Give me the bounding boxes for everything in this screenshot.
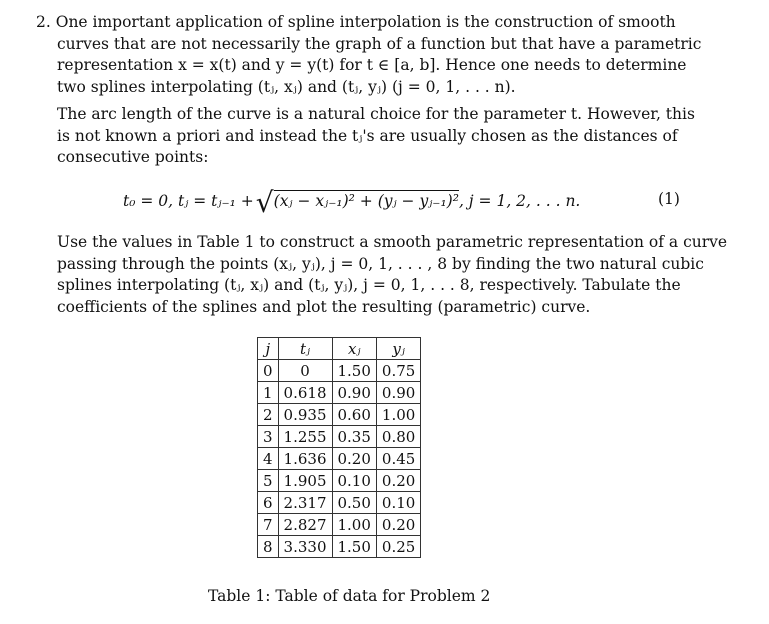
table-cell: 1.50 [332, 536, 376, 558]
text-line: splines interpolating (tⱼ, xⱼ) and (tⱼ, yⱼ), j = 0, 1, . . . 8, respectively. Tabulate the [57, 276, 681, 295]
table-cell: 0.45 [376, 448, 420, 470]
table-cell: 1.00 [376, 404, 420, 426]
text-line: One important application of spline interpolation is the construction of smooth [55, 13, 676, 31]
table-cell: 6 [258, 492, 279, 514]
table-cell: 3 [258, 426, 279, 448]
text-line: two splines interpolating (tⱼ, xⱼ) and (tⱼ, yⱼ) (j = 0, 1, . . . n). [57, 77, 516, 96]
table-cell: 1 [258, 382, 279, 404]
table-cell: 1.00 [332, 514, 376, 536]
header-j: j [258, 338, 279, 360]
table-cell: 0.10 [376, 492, 420, 514]
table-row [258, 404, 421, 426]
table-row [258, 514, 421, 536]
table-cell: 0.20 [332, 448, 376, 470]
table-cell: 2.317 [278, 492, 332, 514]
table-header-row [258, 338, 421, 360]
table-cell: 0 [258, 360, 279, 382]
table-body [258, 360, 421, 558]
table-row [258, 382, 421, 404]
problem-number: 2. [36, 13, 51, 31]
table-row [258, 536, 421, 558]
equation-tail: , j = 1, 2, . . . n. [458, 192, 581, 210]
table-cell: 8 [258, 536, 279, 558]
table-cell: 1.905 [278, 470, 332, 492]
text-line: is not known a priori and instead the tⱼ's are usually chosen as the distances of [57, 126, 678, 145]
table-cell: 0.10 [332, 470, 376, 492]
table-cell: 0 [278, 360, 332, 382]
equation-left: t₀ = 0, tⱼ = tⱼ₋₁ + [123, 192, 254, 210]
table-row [258, 360, 421, 382]
data-table [257, 337, 421, 558]
table-cell: 0.618 [278, 382, 332, 404]
table-row [258, 448, 421, 470]
table-cell: 0.25 [376, 536, 420, 558]
text-line: coefficients of the splines and plot the resulting (parametric) curve. [57, 297, 591, 316]
text-line: The arc length of the curve is a natural choice for the parameter t. However, this [57, 105, 695, 123]
table-cell: 1.50 [332, 360, 376, 382]
table-cell: 7 [258, 514, 279, 536]
table-cell: 0.90 [332, 382, 376, 404]
text-line: passing through the points (xⱼ, yⱼ), j = 0, 1, . . . , 8 by finding the two natural cubic [57, 254, 704, 273]
text-line: curves that are not necessarily the graph of a function but that have a parametric [57, 34, 702, 53]
table-cell: 0.75 [376, 360, 420, 382]
table-cell: 2 [258, 404, 279, 426]
sqrt-icon: √ [255, 186, 274, 219]
table-cell: 0.935 [278, 404, 332, 426]
table-row [258, 426, 421, 448]
problem-paragraph-3 [57, 232, 727, 318]
table-cell: 0.20 [376, 514, 420, 536]
header-y: yⱼ [376, 338, 420, 360]
header-t: tⱼ [278, 338, 332, 360]
table-caption: Table 1: Table of data for Problem 2 [208, 587, 491, 605]
equation-1 [123, 186, 580, 219]
header-x: xⱼ [332, 338, 376, 360]
equation-number: (1) [658, 190, 680, 208]
table-cell: 0.20 [376, 470, 420, 492]
table-cell: 0.50 [332, 492, 376, 514]
table-cell: 5 [258, 470, 279, 492]
equation-radicand: (xⱼ − xⱼ₋₁)² + (yⱼ − yⱼ₋₁)² [273, 192, 459, 210]
table-cell: 0.35 [332, 426, 376, 448]
table-cell: 0.80 [376, 426, 420, 448]
table-cell: 1.636 [278, 448, 332, 470]
table-cell: 4 [258, 448, 279, 470]
text-line: representation x = x(t) and y = y(t) for t ∈ [a, b]. Hence one needs to determine [57, 56, 687, 75]
table-row [258, 492, 421, 514]
table-row [258, 470, 421, 492]
text-line: Use the values in Table 1 to construct a smooth parametric representation of a curve [57, 233, 728, 251]
table-cell: 0.60 [332, 404, 376, 426]
text-line: consecutive points: [57, 148, 209, 167]
table-cell: 0.90 [376, 382, 420, 404]
problem-paragraph-1 [36, 12, 701, 98]
table-cell: 3.330 [278, 536, 332, 558]
table-cell: 1.255 [278, 426, 332, 448]
problem-paragraph-2 [57, 104, 695, 169]
table-cell: 2.827 [278, 514, 332, 536]
